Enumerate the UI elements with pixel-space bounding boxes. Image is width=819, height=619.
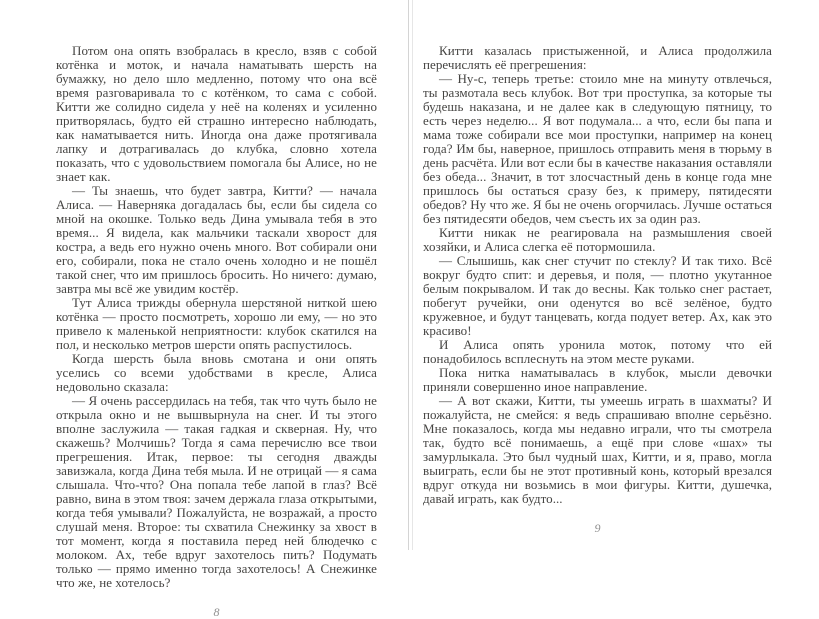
right-page-paragraphs <box>423 44 772 506</box>
paragraph: — Ну-с, теперь третье: стоило мне на минуту отвлечься, ты размотала весь клубок. Вот три проступка, за которые ты будешь наказана, и не далее как в следующую пятницу, то есть через неделю... Я вот подумала... а что, если бы папа и мама тоже собирали все мои проступки, например на конец года? Им бы, наверное, пришлось отправить меня в тюрьму в день расчёта. Или вот если бы в качестве наказания оставляли без обеда... Значит, в тот злосчастный день в конце года мне пришлось бы остаться сразу без, к примеру, пятидесяти обедов? Ну что же. Я бы не очень огорчилась. Лучше остаться без пятидесяти обедов, чем съесть их за один раз. <box>423 71 772 226</box>
paragraph: Китти казалась пристыженной, и Алиса продолжила перечислять её прегрешения: <box>423 43 772 72</box>
paragraph: Когда шерсть была вновь смотана и они опять уселись со всеми удобствами в кресле, Алиса недовольно сказала: <box>56 351 377 394</box>
right-page-number: 9 <box>594 521 601 535</box>
left-page-paragraphs <box>56 44 377 590</box>
paragraph: — Слышишь, как снег стучит по стеклу? И так тихо. Всё вокруг будто спит: и деревья, и поля, — плотно укутанное белым покрывалом. И так до весны. Как только снег растает, побегут ручейки, они оденутся во всё зелёное, будто кружевное, и будут танцевать, когда подует ветер. Ах, как это красиво! <box>423 253 772 338</box>
paragraph: — Ты знаешь, что будет завтра, Китти? — начала Алиса. — Наверняка догадалась бы, если бы сидела со мной на окошке. Только ведь Дина умывала тебя в это время... Я видела, как мальчики таскали хворост для костра, а ведь его нужно очень много. Вот собирали они его, собирали, пока не стало очень холодно и не пошёл такой снег, что им пришлось бросить. Но ничего: думаю, завтра мы всё же увидим костёр. <box>56 183 377 296</box>
paragraph: Тут Алиса трижды обернула шерстяной ниткой шею котёнка — просто посмотреть, хорошо ли ему, — но это привело к маленькой неприятности: клубок скатился на пол, и несколько метров шерсти опять распустилось. <box>56 295 377 352</box>
left-page-text <box>56 44 377 619</box>
paragraph: И Алиса опять уронила моток, потому что ей понадобилось всплеснуть на этом месте руками. <box>423 337 772 366</box>
paragraph: Китти никак не реагировала на размышления своей хозяйки, и Алиса слегка её потормошила. <box>423 225 772 254</box>
right-page <box>412 0 819 550</box>
right-page-text <box>423 44 772 535</box>
left-page <box>0 0 409 619</box>
paragraph: Пока нитка наматывалась в клубок, мысли девочки приняли совершенно иное направление. <box>423 365 772 394</box>
paragraph: — А вот скажи, Китти, ты умеешь играть в шахматы? И пожалуйста, не смейся: я ведь спрашиваю вполне серьёзно. Мне показалось, когда мы недавно играли, что ты смотрела так, будто всё понимаешь, а ещё при слове «шах» ты замурлыкала. Это был чудный шах, Китти, и я, право, могла выиграть, если бы не этот противный конь, который врезался вдруг откуда ни возьмись в мои фигуры. Китти, душечка, давай играть, как будто... <box>423 393 772 506</box>
paragraph: Потом она опять взобралась в кресло, взяв с собой котёнка и моток, и начала наматывать шерсть на бумажку, но дело шло медленно, потому что она всё время разговаривала то с котёнком, то сама с собой. Китти же солидно сидела у неё на коленях и усиленно притворялась, будто ей страшно интересно наблюдать, как наматывается нить. Иногда она даже протягивала лапку и дотрагивалась до клубка, словно хотела показать, что с удовольствием помогала бы Алисе, но не знает как. <box>56 43 377 184</box>
left-page-number: 8 <box>213 605 220 619</box>
paragraph: — Я очень рассердилась на тебя, так что чуть было не открыла окно и не вышвырнула на снег. И ты этого вполне заслужила — такая гадкая и скверная. Ну, что скажешь? Молчишь? Тогда я сама перечислю все твои прегрешения. Итак, первое: ты сегодня дважды завизжала, когда Дина тебя мыла. И не отрицай — я сама слышала. Что-что? Она попала тебе лапой в глаз? Всё равно, вина в этом твоя: зачем держала глаза открытыми, когда тебя умывали? Пожалуйста, не возражай, а просто слушай меня. Второе: ты схватила Снежинку за хвост в тот момент, когда я поставила перед ней блюдечко с молоком. Ах, тебе вдруг захотелось пить? Подумать только — прямо именно тогда захотелось! А Снежинке что же, не хотелось? <box>56 393 377 590</box>
